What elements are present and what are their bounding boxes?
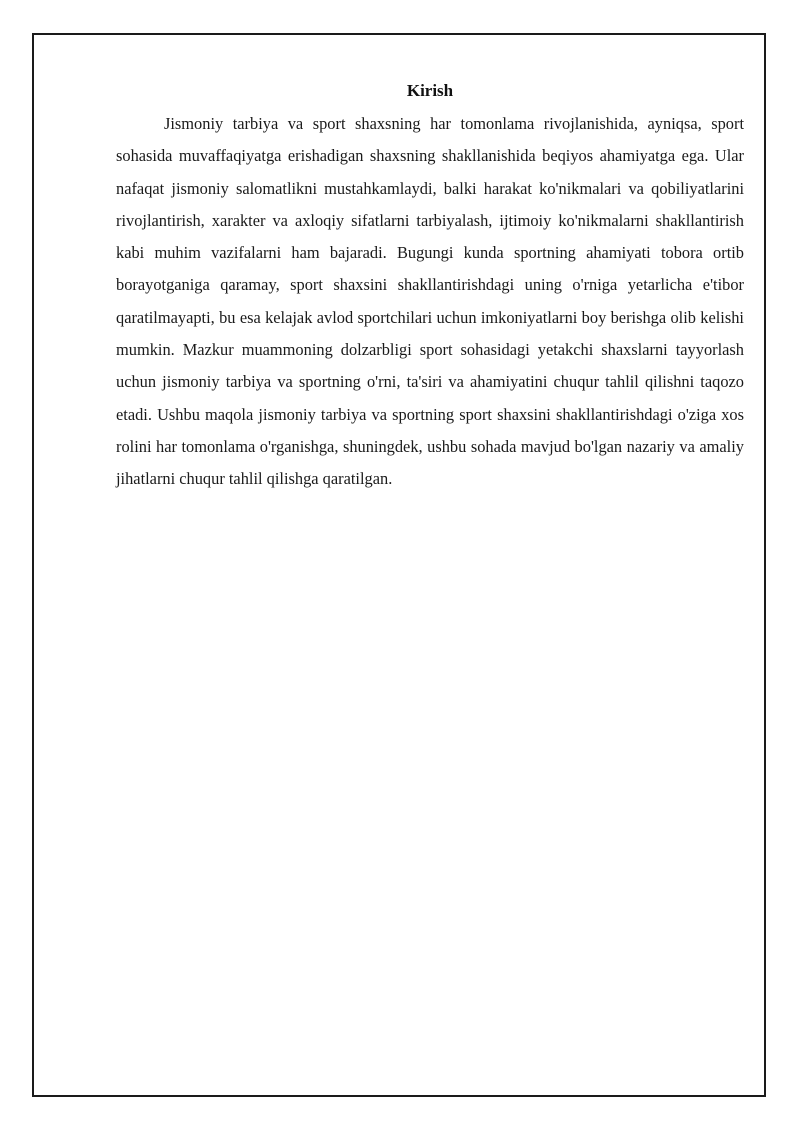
body-paragraph: Jismoniy tarbiya va sport shaxsning har tomonlama rivojlanishida, ayniqsa, sport sohasida muvaffaqiyatga erishadigan shaxsning shakllanishida beqiyos ahamiyatga ega. Ular nafaqat jismoniy salomatlikni mustahkamlaydi, balki harakat ko'nikmalari va qobiliyatlarini rivojlantirish, xarakter va axloqiy sifatlarni tarbiyalash, ijtimoiy ko'nikmalarni shakllantirish kabi muhim vazifalarni ham bajaradi. Bugungi kunda sportning ahamiyati tobora ortib borayotganiga qaramay, sport shaxsini shakllantirishdagi uning o'rniga yetarlicha e'tibor qaratilmayapti, bu esa kelajak avlod sportchilari uchun imkoniyatlarni boy berishga olib kelishi mumkin. Mazkur muammoning dolzarbligi sport sohasidagi yetakchi shaxslarni tayyorlash uchun jismoniy tarbiya va sportning o'rni, ta'siri va ahamiyatini chuqur tahlil qilishni taqozo etadi. Ushbu maqola jismoniy tarbiya va sportning sport shaxsini shakllantirishdagi o'ziga xos rolini har tomonlama o'rganishga, shuningdek, ushbu sohada mavjud bo'lgan nazariy va amaliy jihatlarni chuqur tahlil qilishga qaratilgan. (116, 114, 744, 489)
section-title: Kirish (406, 81, 454, 100)
page-border (32, 33, 766, 1097)
page-content (116, 77, 744, 496)
